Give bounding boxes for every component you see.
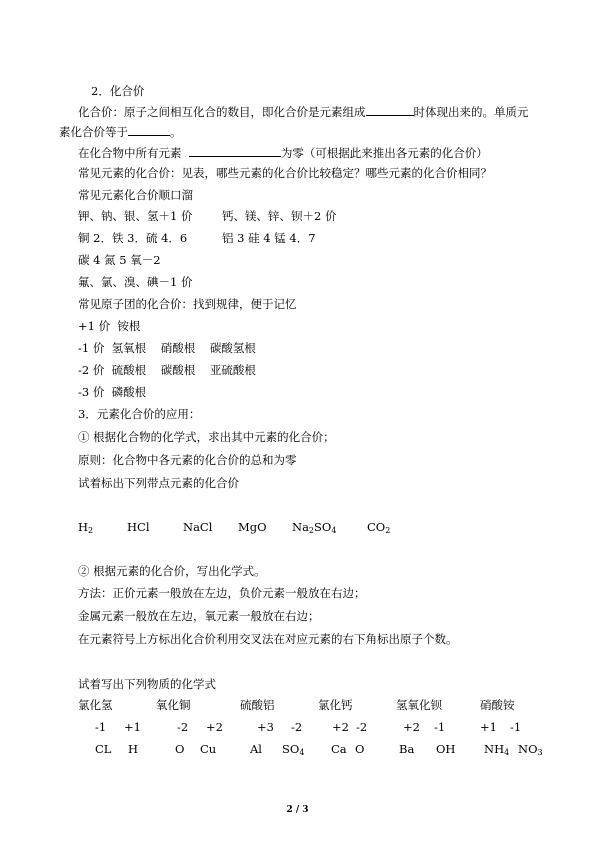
valence-mark: -1 <box>434 720 446 734</box>
mnemonic-line-1a: 钾、钠、银、氢＋1 价 <box>78 209 193 223</box>
valence-mark: -1 <box>510 720 522 734</box>
zero-sum-part1: 在化合物中所有元素 <box>78 146 182 160</box>
radical-valence: +1 价 <box>78 319 111 333</box>
section-3-heading: 3．元素化合价的应用： <box>78 407 201 421</box>
radical-name: 磷酸根 <box>111 385 147 399</box>
element-symbol: Ba <box>399 742 415 756</box>
radical-name: 氢氧根 <box>111 341 147 355</box>
mnemonic-line-3: 碳 4 氮 5 氧－2 <box>78 253 161 267</box>
elemental-valence-text: 素化合价等于 <box>59 125 128 139</box>
formula-na2so4: $Na_2SO_4$ <box>292 520 337 535</box>
element-symbol: $NH_4$ <box>484 742 510 757</box>
formula-h2: $H_2$ <box>78 520 94 535</box>
radical-row-minus1 <box>78 341 256 355</box>
mnemonic-line-2a: 铜 2．铁 3．硫 4．6 <box>78 231 188 245</box>
valence-mark: +1 <box>124 720 141 734</box>
elemental-valence-end: 。 <box>170 125 182 139</box>
exercise-2-prompt: 试着写出下列物质的化学式 <box>78 677 216 691</box>
element-symbol: CL <box>95 742 112 756</box>
elemental-valence <box>59 124 182 139</box>
substance-name: 氧化铜 <box>156 698 191 712</box>
radical-row-minus2 <box>78 363 256 377</box>
radical-valence: -3 价 <box>78 385 105 399</box>
valence-definition-part1: 化合价：原子之间相互化合的数目，即化合价是元素组成 <box>78 105 366 119</box>
radical-name: 硝酸根 <box>160 341 196 355</box>
element-symbol: Al <box>250 742 262 756</box>
element-symbol: O <box>175 742 185 756</box>
substance-name: 氯化氢 <box>78 698 113 712</box>
radical-valence: -1 价 <box>78 341 105 355</box>
radical-row-minus3 <box>78 385 146 399</box>
substance-name: 氯化钙 <box>318 698 353 712</box>
exercise-1-prompt: 试着标出下列带点元素的化合价 <box>78 476 239 490</box>
application-1: ① 根据化合物的化学式，求出其中元素的化合价； <box>78 430 335 444</box>
blank-line <box>189 145 281 157</box>
radical-name: 亚硫酸根 <box>209 363 256 377</box>
formula-nacl: NaCl <box>183 520 213 534</box>
blank-line <box>128 124 170 136</box>
element-symbol: $SO_4$ <box>282 742 305 757</box>
element-symbol: Ca <box>331 742 347 756</box>
principle: 原则：化合物中各元素的化合价的总和为零 <box>78 453 297 467</box>
substance-name: 硫酸铝 <box>240 698 275 712</box>
valence-mark: +3 <box>257 720 274 734</box>
valence-mark: +2 <box>403 720 420 734</box>
radical-name: 硫酸根 <box>111 363 147 377</box>
page-number: 2 / 3 <box>286 805 309 815</box>
radical-row-plus1 <box>78 319 140 333</box>
valence-mark: +2 <box>206 720 223 734</box>
element-symbol: O <box>355 742 365 756</box>
zero-sum-rule <box>78 145 488 160</box>
element-symbol: OH <box>436 742 456 756</box>
formula-mgo: MgO <box>238 520 267 534</box>
zero-sum-part2: 为零（可根据此来推出各元素的化合价） <box>280 146 488 160</box>
radical-group-title: 常见原子团的化合价：找到规律，便于记忆 <box>78 297 297 311</box>
element-symbol: H <box>128 742 139 756</box>
radical-name: 碳酸氢根 <box>209 341 256 355</box>
element-symbol: $NO_3$ <box>518 742 543 757</box>
method-line-2: 金属元素一般放在左边，氧元素一般放在右边； <box>78 609 320 623</box>
valence-mark: -1 <box>95 720 107 734</box>
radical-name: 铵根 <box>117 319 141 333</box>
valence-mark: +2 <box>332 720 349 734</box>
application-2: ② 根据元素的化合价，写出化学式。 <box>78 564 266 578</box>
element-symbol: Cu <box>200 742 217 756</box>
valence-mark: -2 <box>291 720 303 734</box>
mnemonic-line-4: 氟、氯、溴、碘－1 价 <box>78 275 193 289</box>
radical-name: 碳酸根 <box>160 363 196 377</box>
substance-name: 硝酸铵 <box>480 698 515 712</box>
substance-name: 氢氧化钡 <box>396 698 442 712</box>
valence-mark: -2 <box>177 720 189 734</box>
common-valence-question: 常见元素的化合价：见表，哪些元素的化合价比较稳定？哪些元素的化合价相同？ <box>78 166 492 180</box>
mnemonic-line-2b: 铝 3 硅 4 锰 4．7 <box>222 231 316 245</box>
mnemonic-title: 常见元素化合价顺口溜 <box>78 188 193 202</box>
method-line-3: 在元素符号上方标出化合价利用交叉法在对应元素的右下角标出原子个数。 <box>78 632 458 646</box>
valence-mark: +1 <box>480 720 497 734</box>
section-2-heading: 2．化合价 <box>91 84 145 98</box>
formula-hcl: HCl <box>127 520 150 534</box>
method-line-1: 方法：正价元素一般放在左边，负价元素一般放在右边； <box>78 586 366 600</box>
valence-mark: -2 <box>356 720 368 734</box>
blank-line <box>366 104 414 116</box>
valence-definition <box>78 104 529 119</box>
radical-valence: -2 价 <box>78 363 105 377</box>
valence-definition-part2: 时体现出来的。单质元 <box>413 105 529 119</box>
formula-co2: $CO_2$ <box>367 520 391 535</box>
mnemonic-line-1b: 钙、镁、锌、钡＋2 价 <box>222 209 337 223</box>
